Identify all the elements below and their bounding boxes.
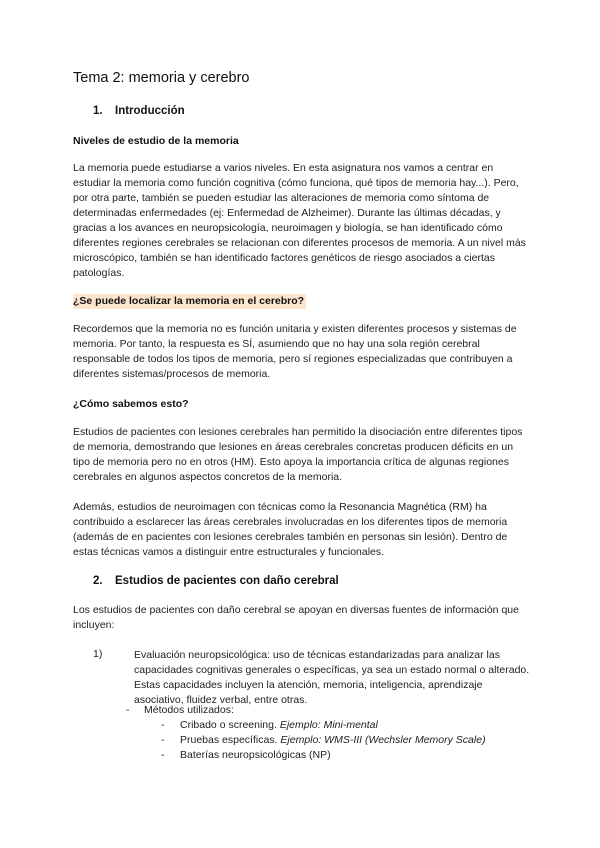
document-title: Tema 2: memoria y cerebro xyxy=(73,70,250,86)
list-item-text: Evaluación neuropsicológica: uso de técnicas estandarizadas para analizar las capacidades cognitivas generales o específicas, ya sea un estado normal o alterado. Estas capacidades incluyen la atención, memoria, inteligencia, aprendizaje asociativo, fluidez verbal, entre otras. xyxy=(134,649,530,706)
section-label: Estudios de pacientes con daño cerebral xyxy=(115,575,339,587)
sub-item-text: Baterías neuropsicológicas (NP) xyxy=(180,749,331,761)
sub-item-example: Ejemplo: WMS-III (Wechsler Memory Scale) xyxy=(280,734,486,746)
list-dash: - xyxy=(126,704,130,716)
sub-item-dash: - xyxy=(161,749,165,761)
sub-item-cribado xyxy=(180,719,378,731)
paragraph-como-sabemos-2: Además, estudios de neuroimagen con técnicas como la Resonancia Magnética (RM) ha contribuido a esclarecer las áreas cerebrales involucradas en los diferentes tipos de memoria (además de en pacientes con lesiones cerebrales también en personas sin lesión). Dentro de estas técnicas vamos a distinguir entre estructurales y funcionales. xyxy=(73,501,508,558)
section-label: Introducción xyxy=(115,105,185,117)
list-item-number: 1) xyxy=(93,648,103,660)
sub-item-pruebas xyxy=(180,734,486,746)
sub-item-baterias xyxy=(180,749,331,761)
section-heading-estudios xyxy=(93,575,339,587)
section-heading-introduccion xyxy=(93,105,185,117)
heading-localizar xyxy=(73,295,306,307)
paragraph-localizar: Recordemos que la memoria no es función unitaria y existen diferentes procesos y sistemas de memoria. Por tanto, la respuesta es SÍ, asumiendo que no hay una sola región cerebral responsable de todos los tipos de memoria, pero sí regiones especializadas que contribuyen a diferentes sistemas/procesos de memoria. xyxy=(73,323,517,380)
sub-item-dash: - xyxy=(161,734,165,746)
section-number: 2. xyxy=(93,575,103,587)
paragraph-como-sabemos-1: Estudios de pacientes con lesiones cerebrales han permitido la disociación entre diferentes tipos de memoria, demostrando que lesiones en áreas cerebrales concretas producen déficits en un tipo de memoria pero no en otros (HM). Esto apoya la importancia crítica de algunas regiones cerebrales en algunos aspectos concretos de la memoria. xyxy=(73,426,523,483)
sub-item-text: Pruebas específicas. xyxy=(180,734,281,746)
highlighted-heading-text: ¿Se puede localizar la memoria en el cerebro? xyxy=(73,295,305,307)
sub-item-dash: - xyxy=(161,719,165,731)
section-number: 1. xyxy=(93,105,103,117)
paragraph-estudios: Los estudios de pacientes con daño cerebral se apoyan en diversas fuentes de información que incluyen: xyxy=(73,604,519,631)
heading-niveles: Niveles de estudio de la memoria xyxy=(73,135,239,147)
sub-item-text: Cribado o screening. xyxy=(180,719,280,731)
sub-item-example: Ejemplo: Mini-mental xyxy=(279,719,378,731)
metodos-label: Métodos utilizados: xyxy=(144,704,234,716)
paragraph-niveles: La memoria puede estudiarse a varios niveles. En esta asignatura nos vamos a centrar en estudiar la memoria como función cognitiva (cómo funciona, qué tipos de memoria hay...). Pero, por otra parte, también se pueden estudiar las alteraciones de memoria como síntoma de determinadas enfermedades (ej: Enfermedad de Alzheimer). Durante las últimas décadas, y gracias a los avances en neuropsicología, neuroimagen y biología, se han identificado cómo diferentes regiones cerebrales se relacionan con diferentes procesos de memoria. A un nivel más microscópico, también se han identificado factores genéticos de riesgo asociados a ciertas patologías. xyxy=(73,162,526,279)
heading-como-sabemos: ¿Cómo sabemos esto? xyxy=(73,398,189,410)
